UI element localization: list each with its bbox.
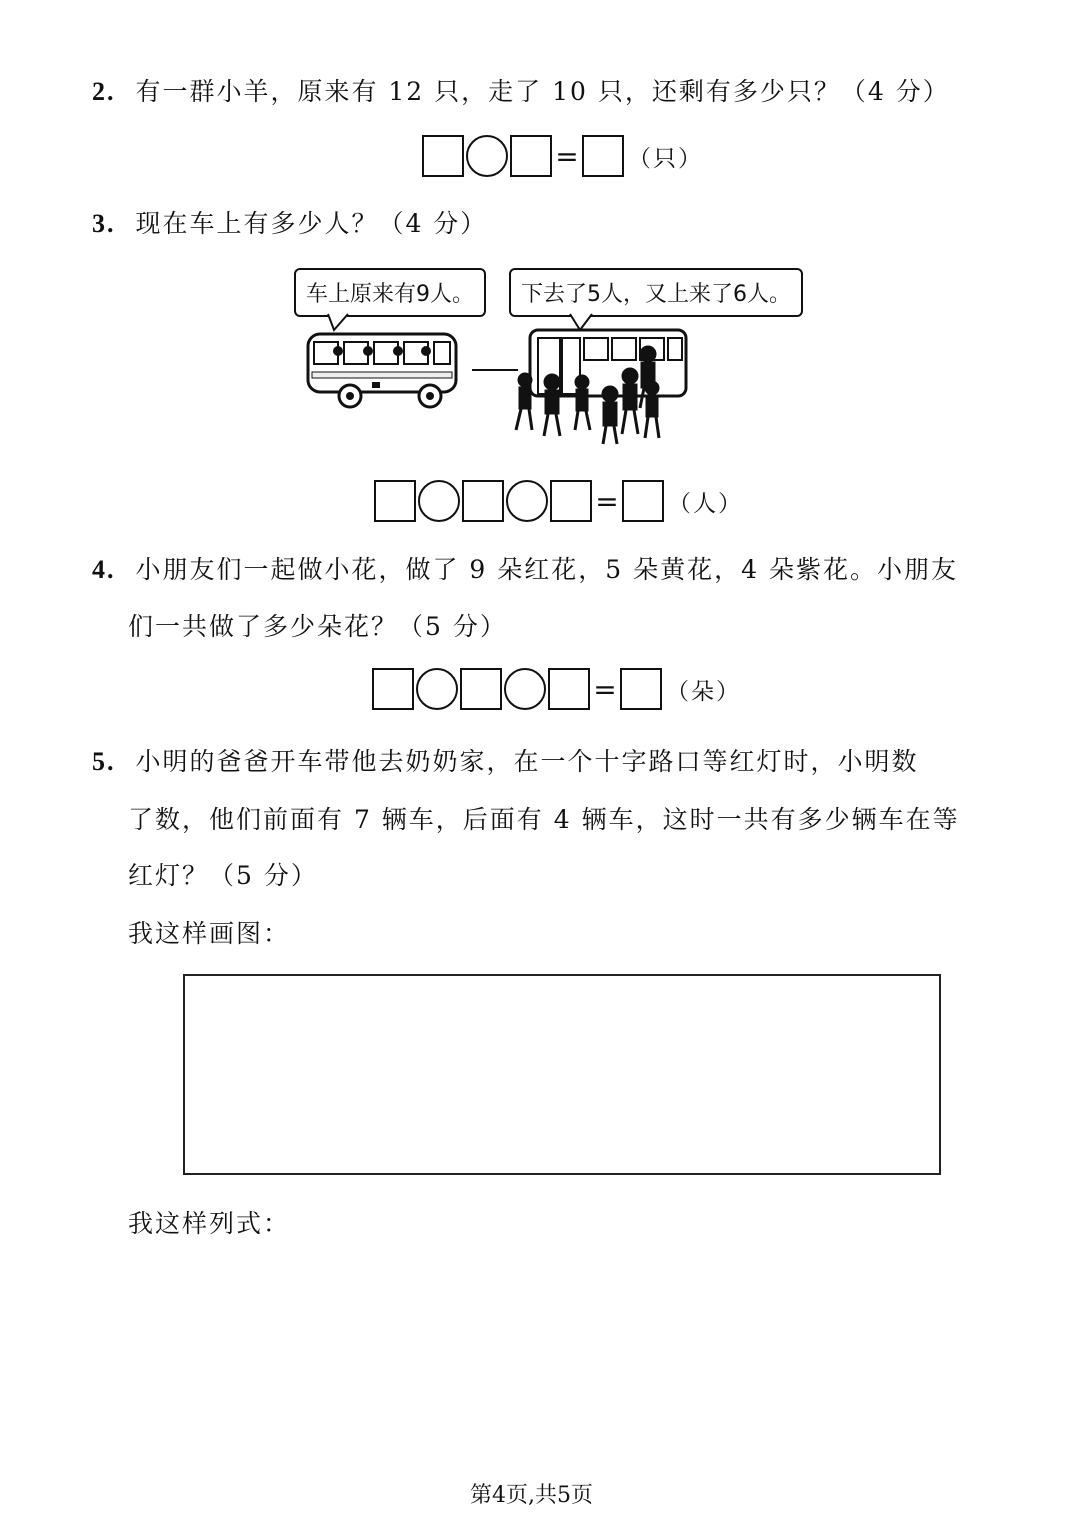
answer-box[interactable] xyxy=(510,135,552,177)
q3-equation xyxy=(374,480,743,522)
q4-unit: （朵） xyxy=(666,678,741,705)
operator-circle[interactable] xyxy=(416,668,458,710)
q5-formula-label: 我这样列式： xyxy=(128,1209,291,1238)
answer-box[interactable] xyxy=(460,668,502,710)
operator-circle[interactable] xyxy=(504,668,546,710)
q3-text-line xyxy=(92,204,487,240)
q3-unit: （人） xyxy=(668,490,743,517)
q4-text-line-2: 们一共做了多少朵花？（5 分） xyxy=(128,612,507,641)
q5-text-line-3: 红灯？（5 分） xyxy=(128,861,318,890)
speech-bubble-left: 车上原来有9人。 xyxy=(294,268,486,317)
q4-equation xyxy=(372,668,741,710)
q3-question: 现在车上有多少人？（4 分） xyxy=(135,209,488,238)
operator-circle[interactable] xyxy=(466,135,508,177)
q5-text-line-2: 了数，他们前面有 7 辆车，后面有 4 辆车，这时一共有多少辆车在等 xyxy=(128,805,960,834)
bus-scene-illustration xyxy=(290,258,790,448)
formula-answer-area[interactable] xyxy=(128,1250,948,1410)
q5-text-line-1 xyxy=(92,742,918,778)
equals-sign: = xyxy=(595,484,619,518)
answer-box[interactable] xyxy=(372,668,414,710)
answer-box[interactable] xyxy=(422,135,464,177)
answer-box[interactable] xyxy=(374,480,416,522)
q4-question-line1: 小朋友们一起做小花，做了 9 朵红花，5 朵黄花，4 朵紫花。小朋友 xyxy=(135,555,958,584)
q5-number: 5. xyxy=(92,747,116,776)
q5-question-line1: 小明的爸爸开车带他去奶奶家，在一个十字路口等红灯时，小明数 xyxy=(135,747,919,776)
q5-draw-label: 我这样画图： xyxy=(128,919,291,948)
answer-box[interactable] xyxy=(548,668,590,710)
speech-bubble-right: 下去了5人，又上来了6人。 xyxy=(509,268,803,317)
answer-box[interactable] xyxy=(462,480,504,522)
page-footer: 第4页,共5页 xyxy=(470,1483,593,1508)
result-box[interactable] xyxy=(620,668,662,710)
equals-sign: = xyxy=(555,139,579,173)
drawing-area[interactable] xyxy=(183,974,941,1175)
q2-question: 有一群小羊，原来有 12 只，走了 10 只，还剩有多少只？（4 分） xyxy=(135,77,950,106)
q2-unit: （只） xyxy=(628,145,703,172)
q2-number: 2. xyxy=(92,77,116,106)
operator-circle[interactable] xyxy=(418,480,460,522)
q3-number: 3. xyxy=(92,209,116,238)
q2-equation xyxy=(422,135,703,177)
answer-box[interactable] xyxy=(550,480,592,522)
bus-left-icon xyxy=(308,334,456,407)
result-box[interactable] xyxy=(582,135,624,177)
q2-text-line xyxy=(92,72,950,108)
equals-sign: = xyxy=(593,672,617,706)
operator-circle[interactable] xyxy=(506,480,548,522)
result-box[interactable] xyxy=(622,480,664,522)
q4-text-line-1 xyxy=(92,550,958,586)
q4-number: 4. xyxy=(92,555,116,584)
